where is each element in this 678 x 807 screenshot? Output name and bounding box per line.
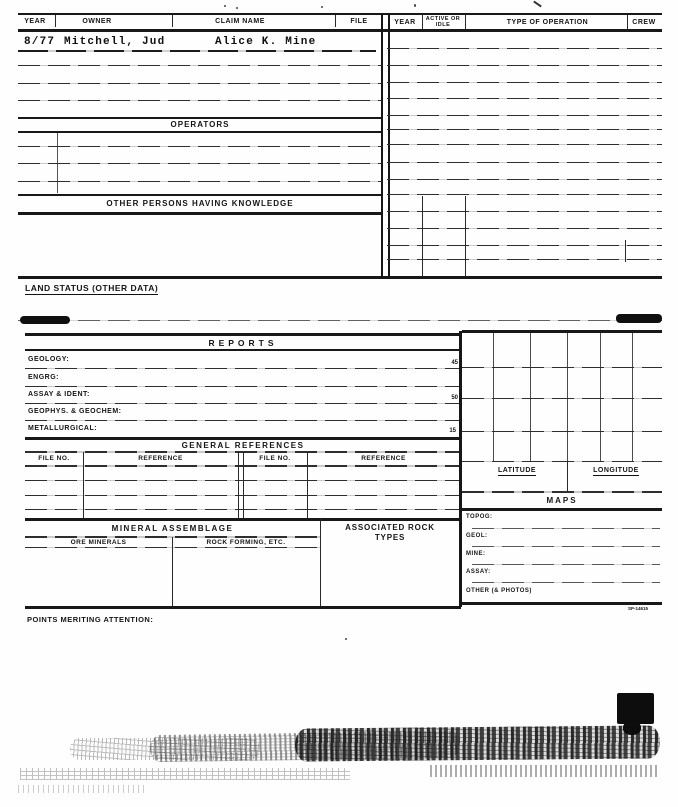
col-header-owner: OWNER: [82, 18, 112, 25]
row-line: [18, 100, 382, 101]
genref-col-file-no-1: FILE NO.: [38, 455, 70, 462]
row-line: [387, 129, 662, 130]
genref-divider: [307, 452, 308, 518]
row-line: [25, 368, 461, 369]
col-header-year: YEAR: [24, 18, 46, 25]
table-divider: [381, 13, 390, 278]
table-top-rule: [18, 13, 662, 15]
row-line: [387, 162, 662, 163]
report-row-value: 15: [449, 428, 456, 434]
report-row-label: METALLURGICAL:: [28, 425, 98, 432]
scan-speck: [236, 7, 238, 9]
header-tick: [465, 15, 466, 29]
table-bottom-rule: [18, 276, 662, 279]
scan-speckle-row: [20, 768, 350, 780]
row-line: [387, 245, 662, 246]
ink-square-blob: [617, 693, 654, 724]
operators-header: OPERATORS: [170, 120, 230, 129]
row-line: [18, 163, 382, 164]
other-persons-header: OTHER PERSONS HAVING KNOWLEDGE: [106, 199, 294, 208]
other-persons-bottom-rule: [18, 212, 382, 215]
maps-row-label: MINE:: [466, 551, 486, 557]
scan-speck: [321, 6, 323, 8]
latitude-text: LATITUDE: [497, 467, 537, 474]
mineral-column-divider: [172, 537, 173, 606]
reports-title-rule: [25, 349, 461, 351]
header-tick: [55, 15, 56, 27]
general-references-top-rule: [25, 437, 461, 440]
row-line: [25, 403, 461, 404]
genref-divider: [238, 452, 239, 518]
points-meriting-attention-label: POINTS MERITING ATTENTION:: [27, 615, 154, 624]
redaction-blob-right: [616, 314, 662, 323]
entry-year: 8/77: [24, 36, 56, 48]
maps-row-label: OTHER (& PHOTOS): [466, 588, 532, 594]
col-header-active-or-idle: ACTIVE OR IDLE: [425, 16, 461, 28]
col-header-year-2: YEAR: [394, 19, 416, 26]
reports-title: REPORTS: [208, 338, 278, 348]
report-row-label: ENGRG:: [28, 374, 59, 381]
maps-title: MAPS: [546, 496, 578, 505]
scan-speckle-row: [430, 765, 660, 777]
redaction-blob-left: [20, 316, 70, 324]
genref-col-reference-1: REFERENCE: [138, 455, 183, 462]
genref-col-file-no-2: FILE NO.: [259, 455, 291, 462]
latitude-label: [470, 467, 564, 474]
row-line: [25, 386, 461, 387]
maps-row-label: TOPOG:: [466, 514, 493, 520]
grid-line: [632, 333, 633, 461]
scan-speck: [224, 5, 226, 7]
report-row-value: 45: [451, 360, 458, 366]
report-row-label: ASSAY & IDENT:: [28, 391, 90, 398]
operators-top-rule: [18, 117, 382, 119]
scan-rule: [18, 320, 662, 321]
mineral-assemblage-title: MINERAL ASSEMBLAGE: [111, 524, 234, 533]
operators-column-divider: [57, 133, 58, 193]
row-line: [25, 420, 461, 421]
scan-speck: [345, 638, 347, 640]
row-line: [18, 181, 382, 182]
other-persons-top-rule: [18, 194, 382, 196]
land-status-text: LAND STATUS (OTHER DATA): [25, 283, 159, 293]
grid-line: [530, 333, 531, 461]
lat-long-divider: [567, 461, 568, 491]
row-line: [387, 194, 662, 195]
row-line: [387, 179, 662, 180]
col-header-file: FILE: [350, 18, 368, 25]
longitude-text: LONGITUDE: [593, 467, 639, 474]
report-row-label: GEOLOGY:: [28, 356, 70, 363]
col-header-crew: CREW: [632, 19, 656, 26]
land-status-label: [25, 283, 158, 293]
report-row-value: 50: [451, 395, 458, 401]
associated-box-divider: [320, 519, 321, 606]
header-tick: [172, 15, 173, 27]
crew-column-divider: [625, 240, 626, 262]
col-rock-forming: ROCK FORMING, ETC.: [206, 539, 286, 546]
entry-underline: [18, 50, 376, 52]
row-line: [387, 144, 662, 145]
genref-col-reference-2: REFERENCE: [361, 455, 406, 462]
entry-owner: Mitchell, Jud: [64, 36, 166, 48]
row-line: [18, 146, 382, 147]
grid-line: [493, 333, 494, 461]
maps-row-label: ASSAY:: [466, 569, 491, 575]
maps-row-label: GEOL:: [466, 533, 488, 539]
row-line: [387, 228, 662, 229]
row-line: [472, 564, 660, 565]
rule: [462, 461, 662, 462]
form-number: SP-14615: [628, 606, 649, 611]
mineral-top-rule: [25, 518, 461, 521]
maps-bottom-rule: [462, 602, 662, 605]
scan-speck: [414, 4, 416, 7]
grid-line: [600, 333, 601, 461]
reports-top-rule: [25, 333, 461, 336]
header-tick: [422, 15, 423, 29]
row-line: [387, 65, 662, 66]
longitude-label: [572, 467, 660, 474]
scan-speck: [533, 1, 542, 8]
year-column-divider: [422, 196, 423, 276]
row-line: [387, 211, 662, 212]
report-row-label: GEOPHYS. & GEOCHEM:: [28, 408, 122, 415]
genref-divider: [243, 452, 244, 518]
row-line: [18, 65, 382, 66]
row-line: [387, 82, 662, 83]
header-tick: [335, 15, 336, 27]
row-line: [387, 48, 662, 49]
scan-speckle-row: [18, 785, 148, 793]
col-header-claim-name: CLAIM NAME: [215, 18, 265, 25]
operators-bottom-rule: [18, 131, 382, 133]
mineral-bottom-rule: [25, 606, 461, 609]
maps-title-rule: [462, 508, 662, 511]
entry-claim-name: Alice K. Mine: [215, 36, 317, 48]
right-panel-divider: [459, 331, 462, 607]
col-ore-minerals: ORE MINERALS: [70, 539, 127, 546]
row-line: [472, 528, 660, 529]
genref-divider: [83, 452, 84, 518]
row-line: [387, 98, 662, 99]
row-line: [18, 83, 382, 84]
associated-rock-types-title: ASSOCIATED ROCK TYPES: [345, 523, 435, 542]
grid-line: [567, 333, 568, 461]
row-line: [472, 582, 660, 583]
row-line: [387, 115, 662, 116]
row-line: [472, 546, 660, 547]
general-references-title: GENERAL REFERENCES: [181, 441, 305, 450]
rule: [462, 491, 662, 493]
header-bottom-rule: [18, 29, 662, 32]
scan-smudge-band: [70, 738, 260, 760]
active-idle-column-divider: [465, 196, 466, 276]
header-tick: [627, 15, 628, 29]
col-header-type-of-operation: TYPE OF OPERATION: [506, 19, 589, 26]
row-line: [387, 259, 662, 260]
